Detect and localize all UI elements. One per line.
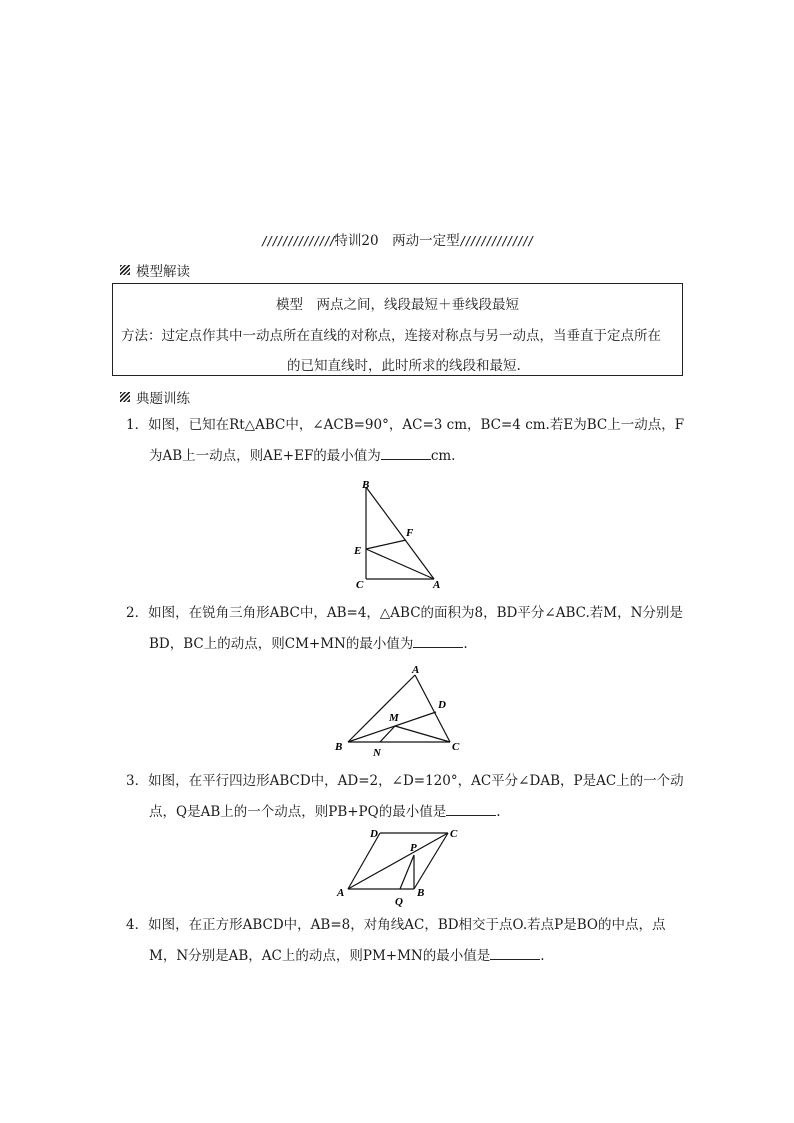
label-e: E — [354, 545, 362, 557]
label-m: M — [389, 712, 399, 724]
question-3 — [126, 766, 686, 828]
label-b: B — [417, 887, 425, 899]
model-line-2: 方法：过定点作其中一动点所在直线的对称点，连接对称点与另一动点，当垂直于定点所在 — [121, 328, 661, 344]
question-number: 1． — [126, 417, 149, 433]
segment-ef — [366, 540, 406, 549]
model-box — [112, 283, 683, 376]
label-b: B — [362, 479, 370, 491]
segment-ab — [366, 487, 434, 579]
section-model-heading — [120, 260, 190, 280]
segment-ae — [366, 549, 434, 579]
label-n: N — [373, 747, 381, 759]
question-1 — [126, 410, 686, 472]
segment-cm — [395, 726, 450, 742]
question-number: 3． — [126, 773, 149, 789]
label-q: Q — [395, 896, 403, 908]
question-text: 如图，在锐角三角形ABC中，AB=4，△ABC的面积为8，BD平分∠ABC.若M，N分别是 — [148, 605, 683, 621]
title-text: 特训20 两动一定型 — [334, 233, 460, 249]
answer-blank[interactable] — [446, 803, 496, 816]
question-text: 如图，在平行四边形ABCD中，AD=2，∠D=120°，AC平分∠DAB，P是AC上的一个动 — [148, 773, 684, 789]
page-title — [0, 229, 794, 249]
label-c: C — [356, 579, 364, 591]
figure-2-triangle — [330, 660, 470, 760]
segment-ab — [348, 675, 415, 742]
question-text: BD，BC上的动点，则CM+MN的最小值为 — [149, 636, 414, 652]
model-line-1: 模型 两点之间，线段最短＋垂线段最短 — [276, 297, 519, 313]
model-line-3: 的已知直线时，此时所求的线段和最短. — [287, 358, 521, 374]
title-hatch-left: ////////////// — [261, 234, 335, 248]
question-text: . — [496, 804, 501, 820]
section-practice-label: 典题训练 — [136, 391, 190, 407]
label-d: D — [370, 828, 378, 840]
section-marker-icon — [120, 265, 130, 275]
segment-ac — [348, 833, 448, 889]
answer-blank[interactable] — [413, 635, 463, 648]
question-text: M，N分别是AB，AC上的动点，则PM+MN的最小值是 — [149, 948, 491, 964]
label-p: P — [410, 842, 417, 854]
question-4 — [126, 910, 686, 972]
title-hatch-right: ////////////// — [459, 234, 533, 248]
label-a: A — [412, 664, 420, 676]
answer-blank[interactable] — [490, 947, 540, 960]
answer-blank[interactable] — [381, 447, 431, 460]
question-number: 4． — [126, 917, 149, 933]
question-text: . — [463, 636, 468, 652]
question-2 — [126, 598, 686, 660]
label-f: F — [406, 527, 414, 539]
label-a: A — [433, 579, 441, 591]
label-a: A — [337, 887, 345, 899]
section-marker-icon — [120, 392, 130, 402]
section-practice-heading — [120, 387, 190, 407]
question-number: 2． — [126, 605, 149, 621]
segment-bc — [414, 833, 448, 889]
question-text: 如图，已知在Rt△ABC中，∠ACB=90°，AC=3 cm，BC=4 cm.若E为BC上一动点，F — [148, 417, 685, 433]
label-c: C — [452, 741, 460, 753]
figure-3-parallelogram — [330, 825, 470, 910]
question-text: 点，Q是AB上的一个动点，则PB+PQ的最小值是 — [149, 804, 447, 820]
label-b: B — [335, 741, 343, 753]
question-text: 如图，在正方形ABCD中，AB=8，对角线AC，BD相交于点O.若点P是BO的中点，点 — [148, 917, 666, 933]
question-text: cm. — [430, 448, 456, 464]
figure-1-triangle — [340, 475, 460, 595]
segment-pq — [400, 855, 414, 889]
label-d: D — [438, 699, 446, 711]
label-c: C — [450, 828, 458, 840]
section-model-label: 模型解读 — [136, 264, 190, 280]
question-text: 为AB上一动点，则AE+EF的最小值为 — [149, 448, 381, 464]
question-text: . — [540, 948, 545, 964]
